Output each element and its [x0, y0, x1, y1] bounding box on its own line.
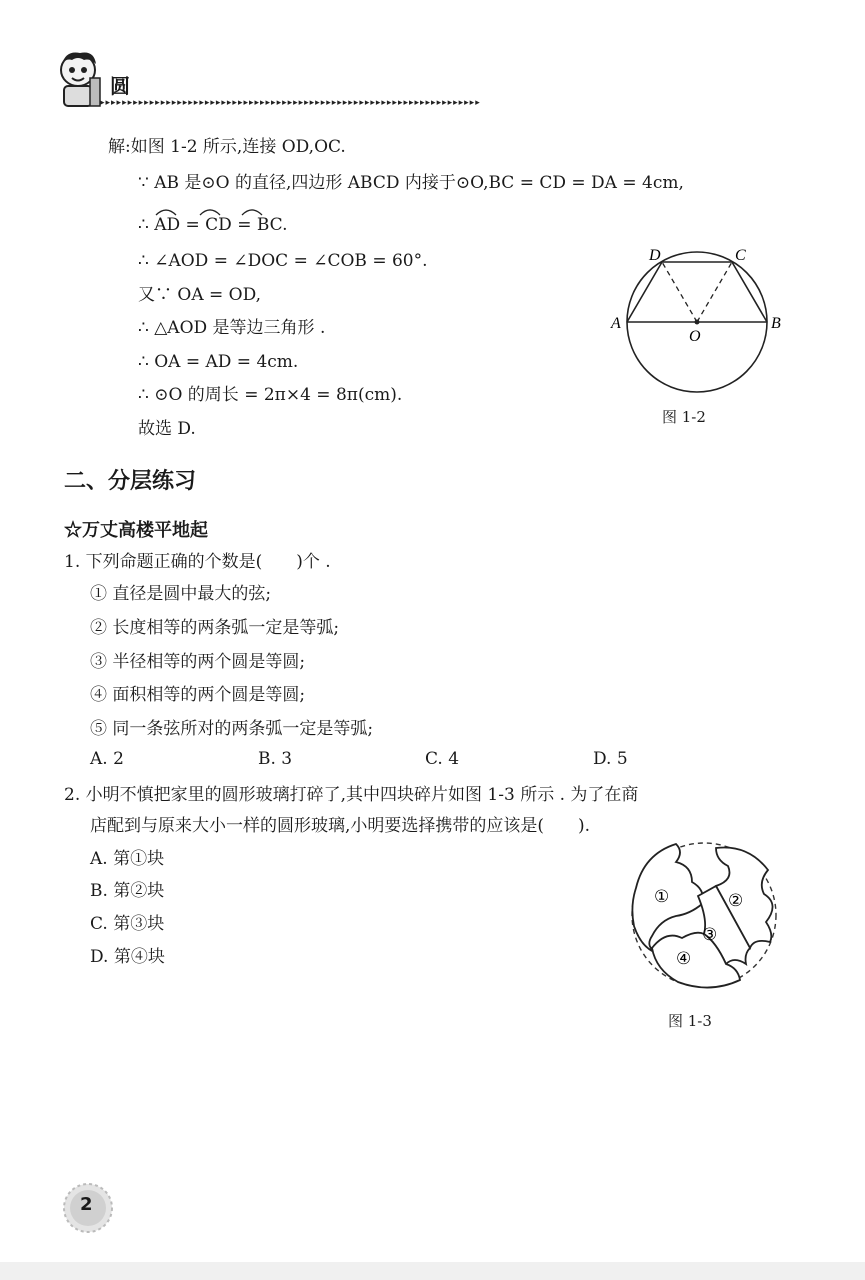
label-o: O — [689, 328, 701, 345]
q1-item-5: ⑤ 同一条弦所对的两条弧一定是等弧; — [90, 719, 374, 739]
figure-1-2-caption: 图 1-2 — [662, 408, 706, 426]
header-arrow-divider: ▸▸▸▸▸▸▸▸▸▸▸▸▸▸▸▸▸▸▸▸▸▸▸▸▸▸▸▸▸▸▸▸▸▸▸▸▸▸▸▸▸▸▸▸▸▸▸▸▸▸▸▸▸▸▸▸▸▸▸▸▸▸▸▸▸▸▸▸▸ — [100, 98, 481, 108]
fragment-label-2: ② — [728, 891, 744, 911]
fragment-label-4: ④ — [676, 949, 692, 969]
q1-item-1: ① 直径是圆中最大的弦; — [90, 584, 272, 604]
q1-option-c: C. 4 — [425, 749, 460, 769]
center-point — [695, 320, 700, 325]
q2-option-b: B. 第②块 — [90, 881, 165, 901]
label-d: D — [649, 247, 661, 264]
solution-line-4: ∴ ∠AOD = ∠DOC = ∠COB = 60°. — [138, 251, 428, 271]
label-b: B — [771, 315, 781, 332]
solution-line-5: 又∵ OA = OD, — [138, 285, 262, 305]
segment-od — [662, 262, 697, 322]
solution-line-3: ∴ AD = CD = BC. — [138, 215, 288, 235]
chapter-title: 圆 — [110, 74, 130, 98]
figure-1-3-caption: 图 1-3 — [668, 1012, 712, 1030]
arc-marks — [152, 205, 272, 217]
q1-item-4: ④ 面积相等的两个圆是等圆; — [90, 685, 306, 705]
solution-line-8: ∴ ⊙O 的周长 = 2π×4 = 8π(cm). — [138, 385, 403, 405]
section-title: 二、分层练习 — [64, 469, 197, 494]
solution-line-2: ∵ AB 是⊙O 的直径,四边形 ABCD 内接于⊙O,BC = CD = DA = 4cm, — [138, 173, 684, 193]
solution-line-7: ∴ OA = AD = 4cm. — [138, 352, 299, 372]
q1-option-b: B. 3 — [258, 749, 293, 769]
fragment-label-1: ① — [654, 887, 670, 907]
figure-1-3 — [620, 830, 795, 1005]
q1-stem: 1. 下列命题正确的个数是( )个 . — [64, 552, 331, 572]
page-number: 2 — [80, 1194, 93, 1215]
q2-stem-line-1: 2. 小明不慎把家里的圆形玻璃打碎了,其中四块碎片如图 1-3 所示 . 为了在商 — [64, 785, 639, 805]
q2-stem-line-2: 店配到与原来大小一样的圆形玻璃,小明要选择携带的应该是( ). — [90, 816, 591, 836]
segment-oc — [697, 262, 732, 322]
q2-option-a: A. 第①块 — [90, 849, 165, 869]
q2-option-d: D. 第④块 — [90, 947, 165, 967]
solution-line-1: 解:如图 1-2 所示,连接 OD,OC. — [108, 137, 346, 157]
subsection-title: ☆万丈高楼平地起 — [64, 520, 208, 541]
q1-option-a: A. 2 — [90, 749, 124, 769]
solution-line-9: 故选 D. — [138, 419, 196, 439]
q2-option-c: C. 第③块 — [90, 914, 165, 934]
label-c: C — [735, 247, 746, 264]
fragment-label-3: ③ — [702, 925, 718, 945]
label-a: A — [611, 315, 621, 332]
q1-option-d: D. 5 — [593, 749, 628, 769]
q1-item-2: ② 长度相等的两条弧一定是等弧; — [90, 618, 340, 638]
bottom-strip — [0, 1262, 865, 1280]
solution-line-6: ∴ △AOD 是等边三角形 . — [138, 318, 326, 338]
q1-item-3: ③ 半径相等的两个圆是等圆; — [90, 652, 306, 672]
